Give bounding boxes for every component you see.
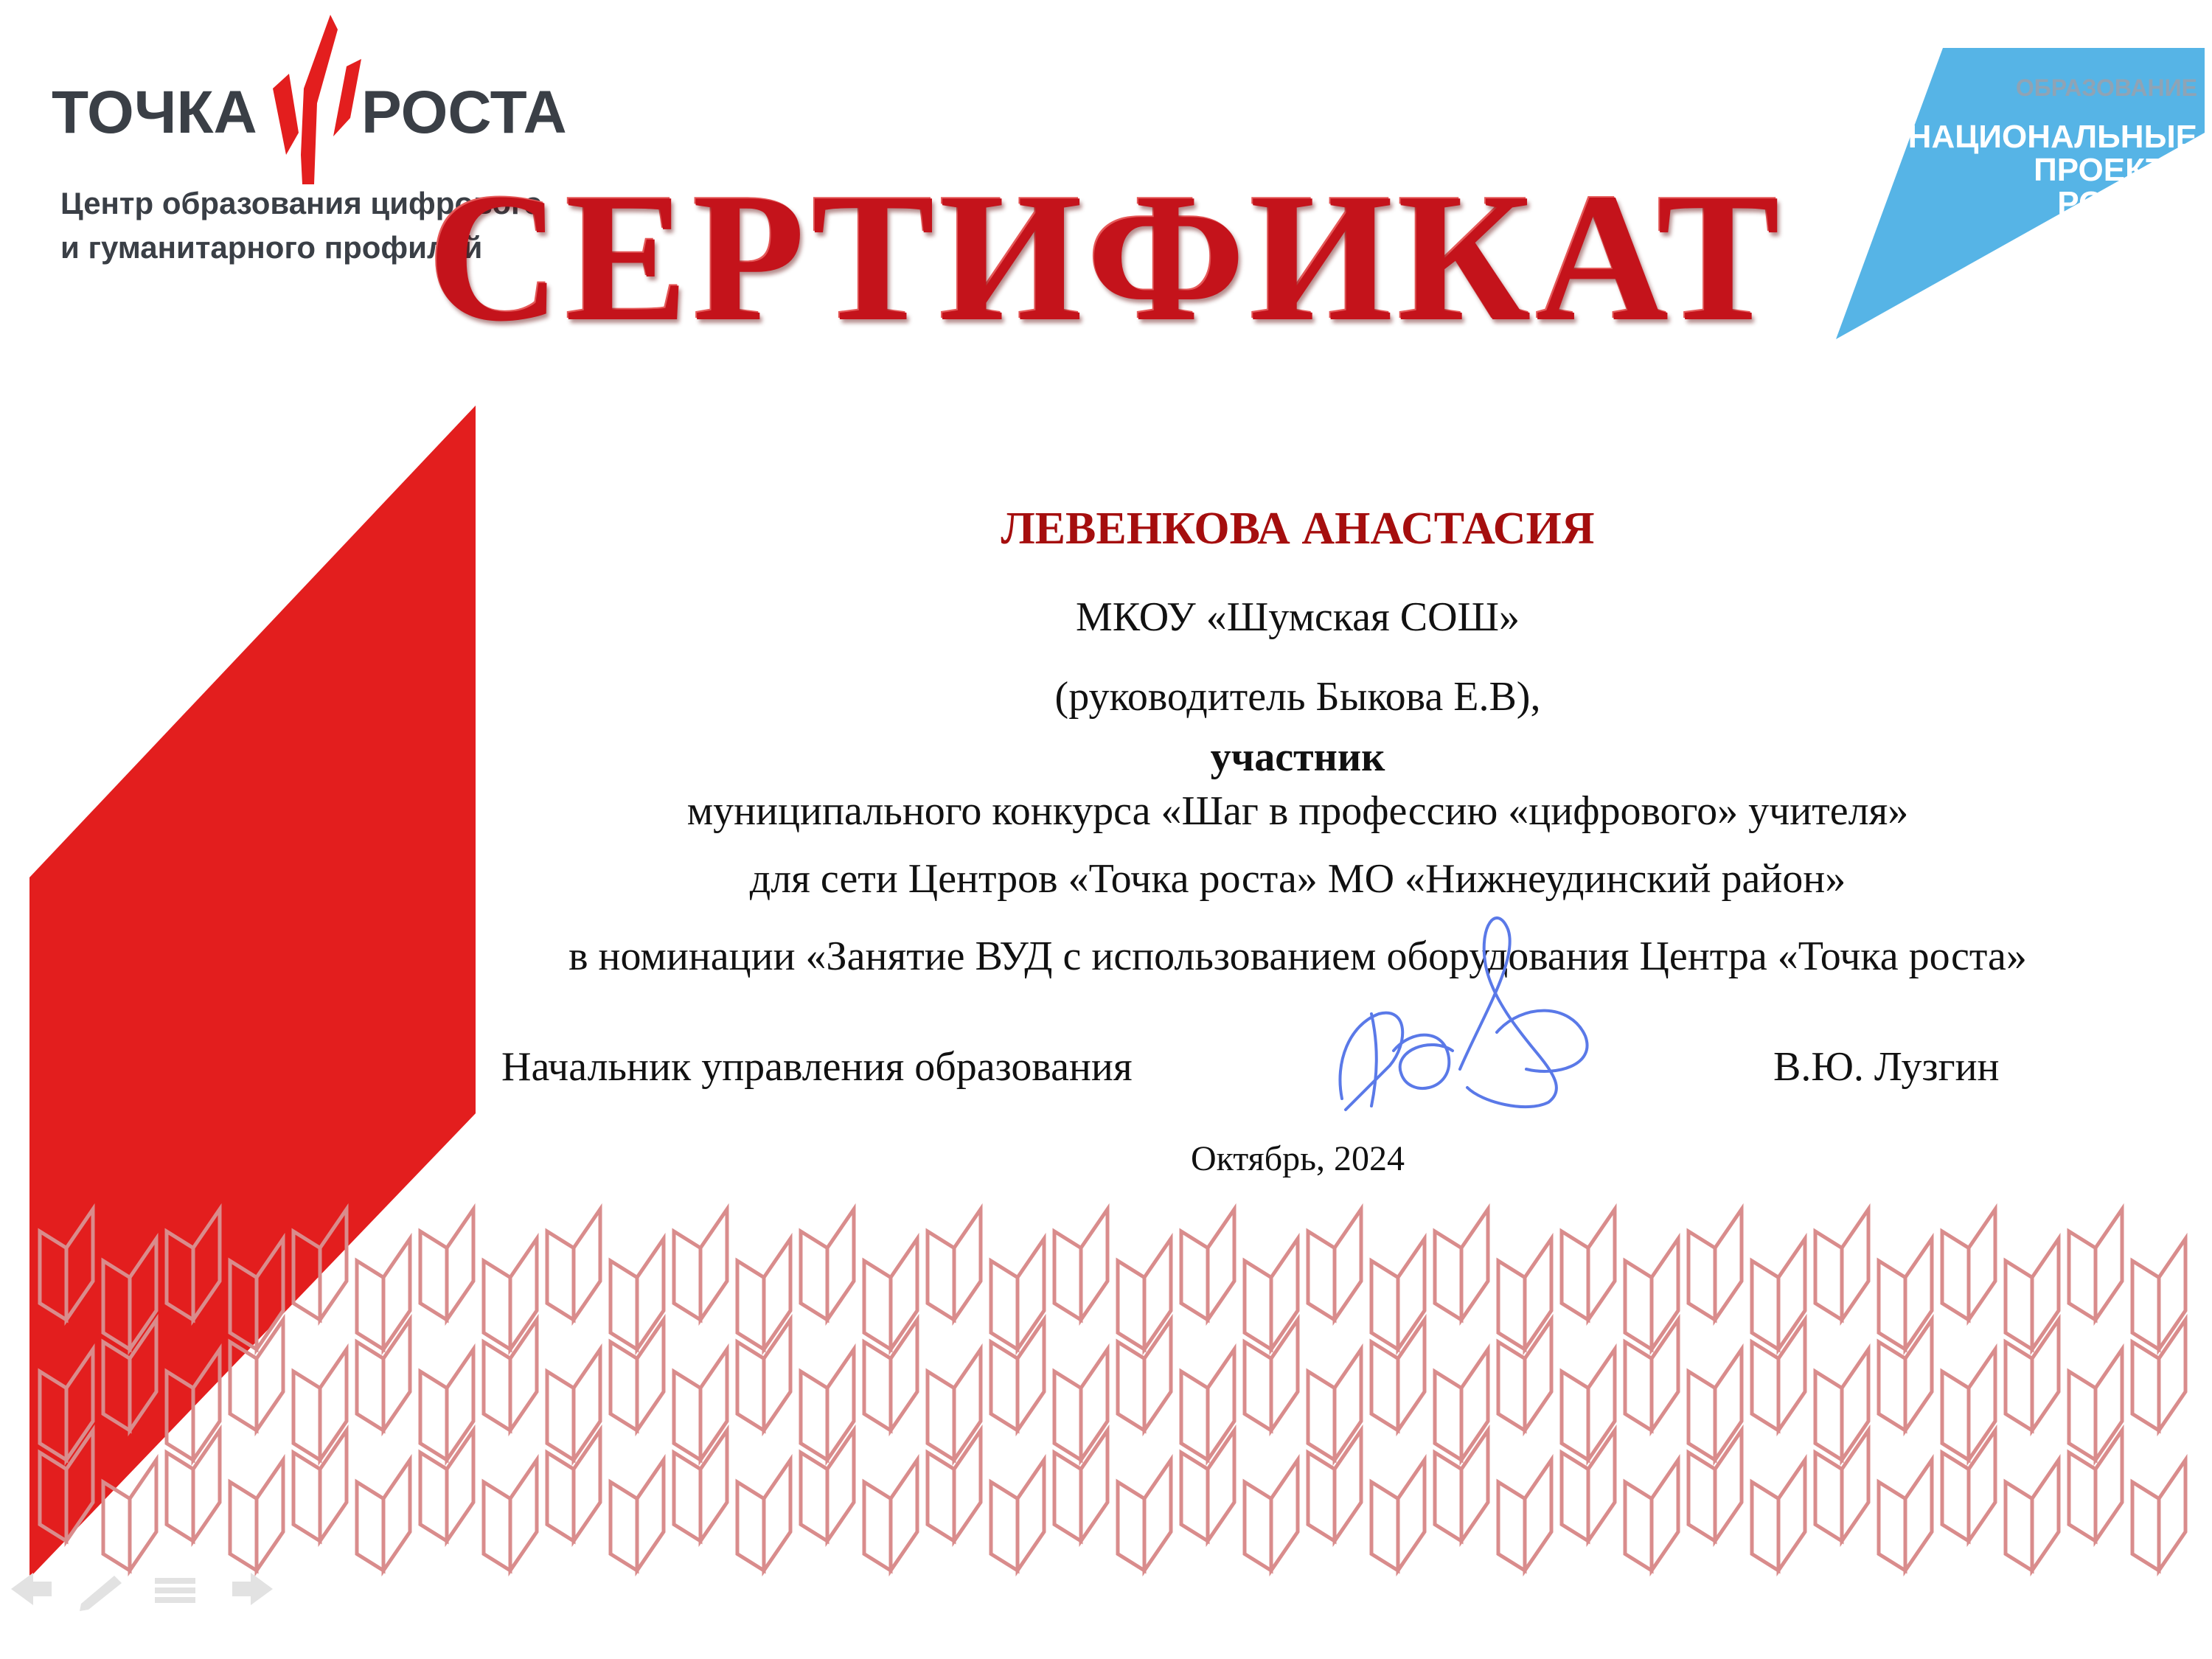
pattern-diamond: [1815, 1453, 1842, 1541]
pattern-diamond: [2032, 1239, 2059, 1349]
pattern-diamond: [1081, 1349, 1107, 1460]
pattern-diamond: [1778, 1320, 1805, 1430]
pattern-diamond: [954, 1209, 981, 1320]
pattern-diamond: [674, 1371, 700, 1460]
pattern-diamond: [1879, 1342, 1905, 1430]
pattern-diamond: [827, 1209, 854, 1320]
pattern-diamond: [737, 1261, 764, 1349]
pattern-diamond: [1815, 1371, 1842, 1460]
pattern-diamond: [230, 1482, 257, 1571]
pattern-diamond: [1905, 1460, 1932, 1571]
pattern-diamond: [611, 1482, 637, 1571]
pattern-diamond: [1144, 1460, 1171, 1571]
pattern-diamond: [2069, 1231, 2096, 1320]
pattern-diamond: [1308, 1231, 1335, 1320]
pattern-diamond: [2159, 1320, 2185, 1430]
pattern-diamond: [2006, 1342, 2032, 1430]
pattern-diamond: [547, 1371, 574, 1460]
pattern-diamond: [1181, 1371, 1208, 1460]
pattern-diamond: [1588, 1430, 1615, 1541]
pattern-diamond: [1942, 1453, 1969, 1541]
pattern-diamond: [1778, 1460, 1805, 1571]
pattern-diamond: [674, 1453, 700, 1541]
pattern-diamond: [954, 1349, 981, 1460]
pattern-diamond: [1208, 1209, 1234, 1320]
pattern-diamond: [484, 1261, 510, 1349]
pattern-diamond: [954, 1430, 981, 1541]
pattern-diamond: [1335, 1209, 1361, 1320]
pattern-diamond: [1335, 1349, 1361, 1460]
pattern-diamond: [1625, 1482, 1652, 1571]
pattern-diamond: [1245, 1261, 1271, 1349]
pattern-diamond: [1308, 1453, 1335, 1541]
pattern-diamond: [2132, 1482, 2159, 1571]
pattern-diamond: [1081, 1430, 1107, 1541]
logo-subtitle-2: и гуманитарного профилей: [60, 230, 483, 265]
pattern-diamond: [801, 1231, 827, 1320]
pattern-diamond: [383, 1239, 410, 1349]
pattern-diamond: [700, 1430, 727, 1541]
pattern-diamond: [547, 1453, 574, 1541]
pattern-diamond: [1562, 1453, 1588, 1541]
pattern-diamond: [2159, 1239, 2185, 1349]
pattern-diamond: [2006, 1261, 2032, 1349]
pattern-diamond: [2132, 1342, 2159, 1430]
recipient-name: ЛЕВЕНКОВА АНАСТАСИЯ: [1001, 504, 1595, 554]
signer-name: В.Ю. Лузгин: [1773, 1044, 2000, 1090]
pattern-diamond: [357, 1342, 383, 1430]
pattern-diamond: [891, 1460, 917, 1571]
pattern-diamond: [1562, 1371, 1588, 1460]
pattern-diamond: [1435, 1453, 1461, 1541]
pattern-diamond: [864, 1342, 891, 1430]
pattern-diamond: [1815, 1231, 1842, 1320]
issue-date: Октябрь, 2024: [1190, 1139, 1405, 1178]
leader-line: (руководитель Быкова Е.В),: [1054, 674, 1541, 720]
pattern-diamond: [1208, 1430, 1234, 1541]
pattern-diamond: [864, 1482, 891, 1571]
pattern-diamond: [991, 1482, 1018, 1571]
pattern-diamond: [1054, 1371, 1081, 1460]
pattern-diamond: [2069, 1453, 2096, 1541]
pattern-diamond: [293, 1371, 320, 1460]
logo-line-1: НАЦИОНАЛЬНЫЕ: [1907, 119, 2197, 155]
pattern-diamond: [1715, 1209, 1742, 1320]
pattern-diamond: [1688, 1453, 1715, 1541]
arrow-right-icon: [232, 1573, 273, 1605]
pattern-diamond: [864, 1261, 891, 1349]
pattern-diamond: [1435, 1371, 1461, 1460]
pattern-diamond: [420, 1371, 447, 1460]
pattern-diamond: [611, 1342, 637, 1430]
pattern-diamond: [1335, 1430, 1361, 1541]
pattern-diamond: [510, 1320, 537, 1430]
pattern-diamond: [130, 1460, 156, 1571]
pattern-diamond: [801, 1371, 827, 1460]
pattern-diamond: [611, 1261, 637, 1349]
menu-icon: [155, 1578, 195, 1603]
pattern-diamond: [1181, 1231, 1208, 1320]
pattern-diamond: [320, 1349, 347, 1460]
pen-icon: [80, 1576, 122, 1611]
pattern-diamond: [674, 1231, 700, 1320]
pattern-diamond: [991, 1261, 1018, 1349]
logo-brand-text-right: РОСТА: [361, 79, 567, 146]
pattern-diamond: [1905, 1239, 1932, 1349]
pattern-diamond: [1752, 1342, 1778, 1430]
pattern-diamond: [827, 1349, 854, 1460]
pattern-diamond: [1245, 1482, 1271, 1571]
pattern-diamond: [928, 1453, 954, 1541]
pattern-diamond: [447, 1209, 473, 1320]
certificate-title: СЕРТИФИКАТ: [427, 156, 1785, 360]
pattern-diamond: [1144, 1320, 1171, 1430]
pattern-diamond: [1245, 1342, 1271, 1430]
pattern-diamond: [1398, 1460, 1425, 1571]
pattern-diamond: [420, 1231, 447, 1320]
pattern-diamond: [637, 1460, 664, 1571]
pattern-diamond: [737, 1482, 764, 1571]
pattern-diamond: [1054, 1231, 1081, 1320]
pattern-diamond: [1018, 1239, 1044, 1349]
pattern-diamond: [1879, 1482, 1905, 1571]
pattern-diamond: [574, 1349, 600, 1460]
pattern-diamond: [1688, 1371, 1715, 1460]
pattern-diamond: [1498, 1482, 1525, 1571]
pattern-diamond: [1842, 1349, 1868, 1460]
pattern-diamond: [991, 1342, 1018, 1430]
pattern-diamond: [293, 1453, 320, 1541]
pattern-diamond: [2132, 1261, 2159, 1349]
slide-nav-controls[interactable]: [7, 1567, 288, 1611]
pattern-diamond: [1371, 1482, 1398, 1571]
pattern-diamond: [420, 1453, 447, 1541]
pattern-diamond: [764, 1460, 790, 1571]
pattern-diamond: [1752, 1482, 1778, 1571]
pattern-diamond: [1652, 1460, 1678, 1571]
handwritten-signature: [1320, 885, 1615, 1121]
pattern-diamond: [1879, 1261, 1905, 1349]
pattern-diamond: [447, 1349, 473, 1460]
pattern-diamond: [1525, 1239, 1551, 1349]
pattern-diamond: [1461, 1430, 1488, 1541]
pattern-diamond: [1118, 1482, 1144, 1571]
pattern-diamond: [764, 1239, 790, 1349]
pattern-diamond: [1688, 1231, 1715, 1320]
pattern-diamond: [1525, 1460, 1551, 1571]
pattern-diamond: [1435, 1231, 1461, 1320]
pattern-diamond: [1054, 1453, 1081, 1541]
logo-line-2: ПРОЕКТЫ: [2034, 152, 2197, 188]
pattern-diamond: [1081, 1209, 1107, 1320]
pattern-diamond: [700, 1349, 727, 1460]
pattern-diamond: [2032, 1460, 2059, 1571]
logo-top-label: ОБРАЗОВАНИЕ: [2015, 74, 2197, 101]
pattern-diamond: [510, 1239, 537, 1349]
pattern-diamond: [1942, 1231, 1969, 1320]
pattern-diamond: [1371, 1261, 1398, 1349]
pattern-diamond: [1942, 1371, 1969, 1460]
diamond-pattern: [40, 1209, 2185, 1571]
pattern-diamond: [1371, 1342, 1398, 1430]
role-label: участник: [1210, 734, 1385, 780]
pattern-diamond: [1652, 1239, 1678, 1349]
pattern-diamond: [1715, 1349, 1742, 1460]
logo-subtitle-1: Центр образования цифрового: [60, 186, 543, 220]
pattern-diamond: [1625, 1342, 1652, 1430]
pattern-diamond: [383, 1460, 410, 1571]
pattern-diamond: [1525, 1320, 1551, 1430]
pattern-diamond: [574, 1430, 600, 1541]
pattern-diamond: [574, 1209, 600, 1320]
pattern-diamond: [700, 1209, 727, 1320]
pattern-diamond: [1905, 1320, 1932, 1430]
pattern-diamond: [2096, 1349, 2122, 1460]
pattern-diamond: [447, 1430, 473, 1541]
pattern-diamond: [801, 1453, 827, 1541]
pattern-diamond: [928, 1231, 954, 1320]
pattern-diamond: [1842, 1209, 1868, 1320]
pattern-diamond: [764, 1320, 790, 1430]
pattern-diamond: [167, 1453, 193, 1541]
pattern-diamond: [1969, 1209, 1995, 1320]
logo-line-3: РОССИИ: [2057, 185, 2197, 221]
pattern-diamond: [1498, 1342, 1525, 1430]
pattern-diamond: [547, 1231, 574, 1320]
pattern-diamond: [1181, 1453, 1208, 1541]
pattern-diamond: [1778, 1239, 1805, 1349]
pattern-diamond: [1018, 1320, 1044, 1430]
pattern-diamond: [1271, 1239, 1298, 1349]
pattern-diamond: [1271, 1460, 1298, 1571]
pattern-diamond: [2096, 1430, 2122, 1541]
pattern-diamond: [1715, 1430, 1742, 1541]
pattern-diamond: [193, 1430, 220, 1541]
pattern-diamond: [1498, 1261, 1525, 1349]
pattern-diamond: [2032, 1320, 2059, 1430]
pattern-diamond: [510, 1460, 537, 1571]
pattern-diamond: [1461, 1349, 1488, 1460]
pattern-diamond: [891, 1320, 917, 1430]
logo-brand-text-left: ТОЧКА: [52, 79, 257, 146]
pattern-diamond: [637, 1320, 664, 1430]
pattern-diamond: [484, 1342, 510, 1430]
pattern-diamond: [1271, 1320, 1298, 1430]
pattern-diamond: [1118, 1342, 1144, 1430]
pattern-diamond: [1842, 1430, 1868, 1541]
pattern-diamond: [357, 1482, 383, 1571]
pattern-diamond: [737, 1342, 764, 1430]
pattern-diamond: [1461, 1209, 1488, 1320]
arrow-left-icon: [11, 1573, 52, 1605]
pattern-diamond: [928, 1371, 954, 1460]
pattern-diamond: [1144, 1239, 1171, 1349]
pattern-diamond: [320, 1430, 347, 1541]
signer-position: Начальник управления образования: [501, 1044, 1133, 1090]
pattern-diamond: [1969, 1349, 1995, 1460]
contest-line: муниципального конкурса «Шаг в профессию «цифрового» учителя»: [686, 788, 1909, 834]
pattern-diamond: [2069, 1371, 2096, 1460]
pattern-diamond: [1969, 1430, 1995, 1541]
pattern-diamond: [2159, 1460, 2185, 1571]
pattern-diamond: [637, 1239, 664, 1349]
school-name: МКОУ «Шумская СОШ»: [1076, 594, 1520, 640]
pattern-diamond: [484, 1482, 510, 1571]
pattern-diamond: [383, 1320, 410, 1430]
pattern-diamond: [1625, 1261, 1652, 1349]
pattern-diamond: [827, 1430, 854, 1541]
pattern-diamond: [891, 1239, 917, 1349]
pattern-diamond: [1652, 1320, 1678, 1430]
pattern-diamond: [2006, 1482, 2032, 1571]
nomination-line: в номинации «Занятие ВУД с использованием оборудования Центра «Точка роста»: [568, 933, 2027, 979]
pattern-diamond: [1398, 1320, 1425, 1430]
pattern-diamond: [257, 1460, 283, 1571]
pattern-diamond: [1398, 1239, 1425, 1349]
pattern-diamond: [357, 1261, 383, 1349]
pattern-diamond: [1208, 1349, 1234, 1460]
pattern-diamond: [2096, 1209, 2122, 1320]
pattern-diamond: [1118, 1261, 1144, 1349]
red-slanted-block: [29, 406, 476, 1578]
network-line: для сети Центров «Точка роста» МО «Нижнеудинский район»: [749, 856, 1846, 902]
pattern-diamond: [1588, 1349, 1615, 1460]
pattern-diamond: [1752, 1261, 1778, 1349]
pattern-diamond: [1588, 1209, 1615, 1320]
pattern-diamond: [1562, 1231, 1588, 1320]
pattern-diamond: [1018, 1460, 1044, 1571]
pattern-diamond: [1308, 1371, 1335, 1460]
